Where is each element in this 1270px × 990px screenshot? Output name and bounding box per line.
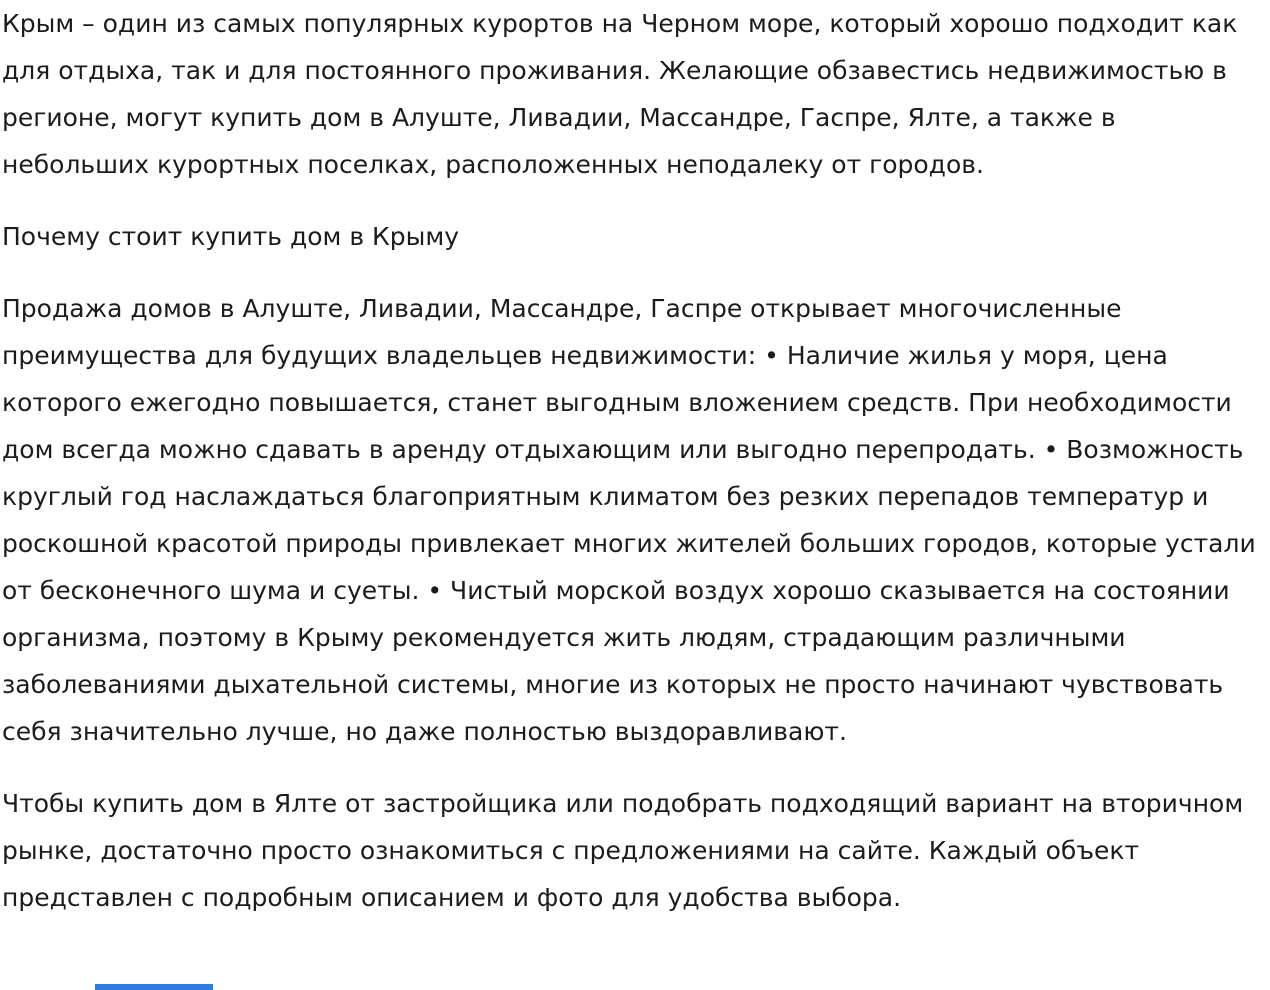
paragraph-intro: Крым – один из самых популярных курортов на Черном море, который хорошо подходит как для отдыха, так и для постоянного проживания. Желающие обзавестись недвижимостью в регионе, могут купить дом в Алуште, Ливадии, Массандре, Гаспре, Ялте, а также в небольших курортных поселках, расположенных неподалеку от городов. [2, 9, 1238, 179]
partial-blue-element[interactable] [95, 984, 213, 990]
section-heading: Почему стоит купить дом в Крыму [2, 222, 460, 251]
paragraph-cta: Чтобы купить дом в Ялте от застройщика или подобрать подходящий вариант на вторичном рынке, достаточно просто ознакомиться с предложениями на сайте. Каждый объект представлен с подробным описанием и фото для удобства выбора. [2, 789, 1244, 912]
paragraph-benefits: Продажа домов в Алуште, Ливадии, Массандре, Гаспре открывает многочисленные преимущества для будущих владельцев недвижимости: • Наличие жилья у моря, цена которого ежегодно повышается, станет выгодным вложением средств. При необходимости дом всегда можно сдавать в аренду отдыхающим или выгодно перепродать. • Возможность круглый год наслаждаться благоприятным климатом без резких перепадов температур и роскошной красотой природы привлекает многих жителей больших городов, которые устали от бесконечного шума и суеты. • Чистый морской воздух хорошо сказывается на состоянии организма, поэтому в Крыму рекомендуется жить людям, страдающим различными заболеваниями дыхательной системы, многие из которых не просто начинают чувствовать себя значительно лучше, но даже полностью выздоравливают. [2, 294, 1256, 746]
